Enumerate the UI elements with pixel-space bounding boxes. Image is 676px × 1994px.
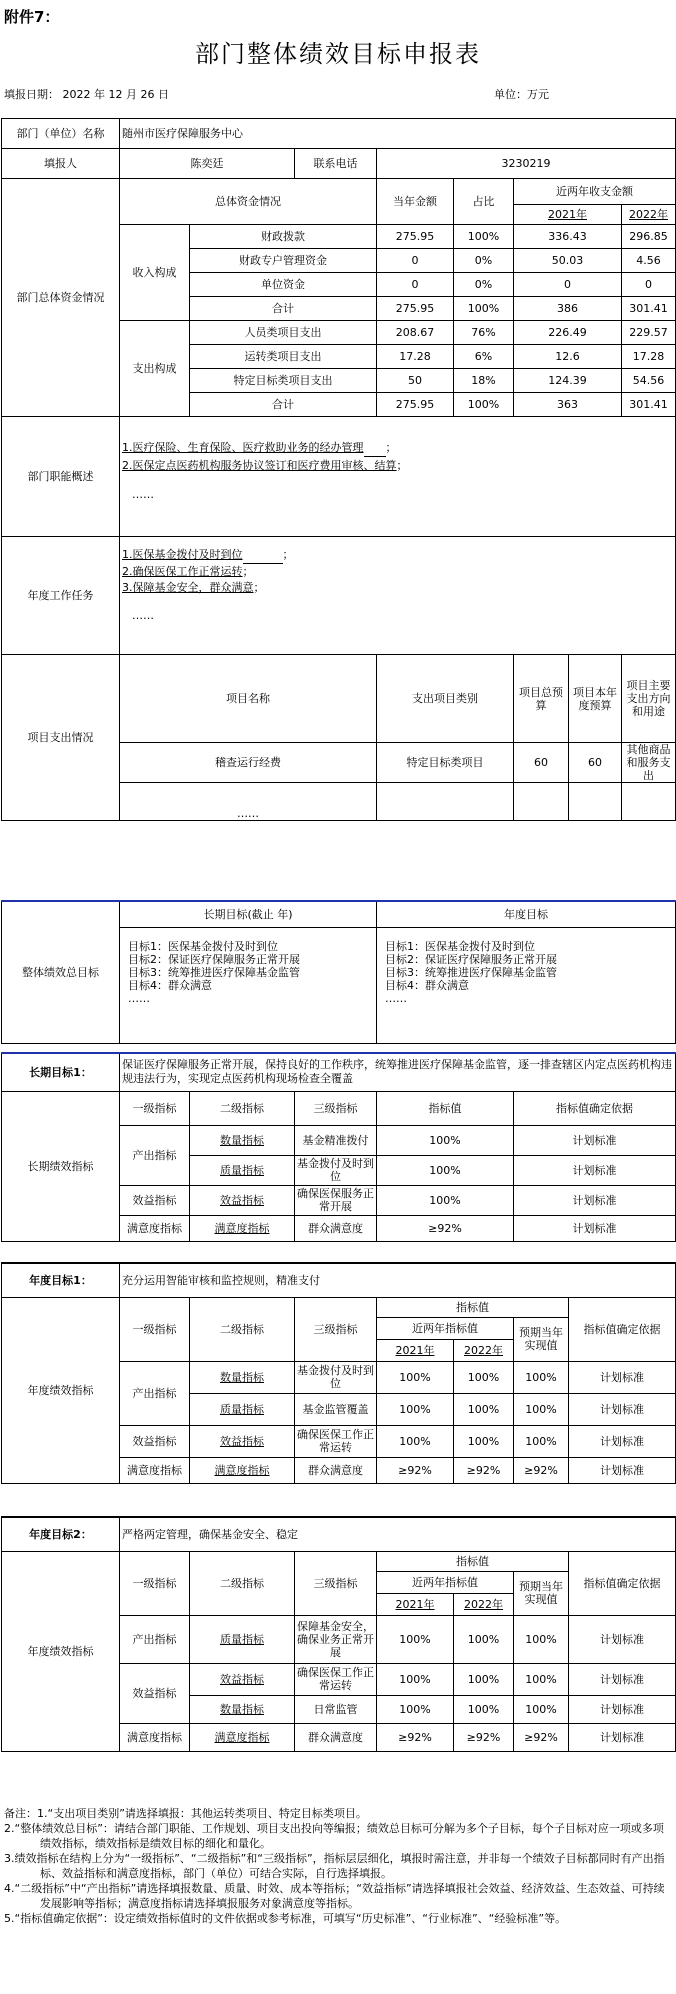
value-a: ≥92% xyxy=(377,1457,454,1483)
level2-value: 质量指标 xyxy=(220,1632,264,1646)
level1-header: 一级指标 xyxy=(120,1551,190,1615)
year-goal-item: 目标2：保证医疗保障服务正常开展 xyxy=(385,952,557,966)
level3-value: 基金拨付及时到位 xyxy=(295,1155,377,1185)
year-goal-item: …… xyxy=(385,991,407,1005)
value-a: 100% xyxy=(377,1695,454,1723)
income-item-ratio: 0% xyxy=(454,273,514,297)
duty-content xyxy=(120,417,676,537)
level2-value: 数量指标 xyxy=(220,1133,264,1147)
income-item-y2: 296.85 xyxy=(622,225,676,249)
income-item-y2: 0 xyxy=(622,273,676,297)
long-goal-list xyxy=(120,927,377,1043)
basis-value: 计划标准 xyxy=(569,1361,676,1393)
task-line-1: 1.医保基金拨付及时到位 xyxy=(122,548,243,561)
note-line: 备注：1.“支出项目类别”请选择填报：其他运转类项目、特定目标类项目。 xyxy=(4,1807,367,1820)
basis-value: 计划标准 xyxy=(569,1723,676,1751)
annual-goal-1-label: 年度目标1： xyxy=(2,1263,120,1297)
value-header: 指标值 xyxy=(377,1091,514,1125)
year-goal-item: 目标3：统筹推进医疗保障基金监管 xyxy=(385,965,557,979)
value-b: 100% xyxy=(454,1393,514,1425)
basis-header: 指标值确定依据 xyxy=(569,1551,676,1615)
task-semicolon: ； xyxy=(242,565,254,578)
level2-value: 满意度指标 xyxy=(214,1730,270,1744)
income-total-y1: 386 xyxy=(514,297,622,321)
level3-value: 确保医保工作正常运转 xyxy=(295,1425,377,1457)
level3-value: 确保医保服务正常开展 xyxy=(295,1185,377,1215)
level3-value: 基金拨付及时到位 xyxy=(295,1361,377,1393)
level3-value: 群众满意度 xyxy=(295,1215,377,1241)
annual-goal-1-table xyxy=(1,1262,676,1484)
expense-item-y1: 124.39 xyxy=(514,369,622,393)
long-goal-1-label: 长期目标1： xyxy=(2,1053,120,1091)
indicator-value: 100% xyxy=(377,1155,514,1185)
level1-header: 一级指标 xyxy=(120,1091,190,1125)
year-a-header: 2021年 xyxy=(395,1597,435,1611)
task-content xyxy=(120,537,676,655)
income-item-y1: 0 xyxy=(514,273,622,297)
annual-goal-2-desc: 严格两定管理，确保基金安全、稳定 xyxy=(120,1517,676,1551)
output-category: 产出指标 xyxy=(120,1125,190,1185)
main-table xyxy=(1,118,676,821)
expense-item-cur: 50 xyxy=(377,369,454,393)
duty-semicolon: ； xyxy=(396,459,408,472)
duty-line-1: 1.医疗保险、生育保险、医疗救助业务的经办管理 xyxy=(122,441,364,454)
basis-value: 计划标准 xyxy=(569,1695,676,1723)
basis-value: 计划标准 xyxy=(569,1457,676,1483)
unit-label: 单位：万元 xyxy=(494,88,549,101)
level2-value: 质量指标 xyxy=(220,1163,264,1177)
income-total-y2: 301.41 xyxy=(622,297,676,321)
level3-header: 三级指标 xyxy=(295,1297,377,1361)
long-goal-1-desc: 保证医疗保障服务正常开展，保持良好的工作秩序，统筹推进医疗保障基金监管，逐一排查辖区内定点医药机构违规违法行为，实现定点医药机构现场检查全覆盖 xyxy=(120,1053,676,1091)
annual-goal-2-table xyxy=(1,1516,676,1752)
overall-goal-label: 整体绩效总目标 xyxy=(2,901,120,1043)
duty-line-2: 2.医保定点医药机构服务协议签订和医疗费用审核、结算 xyxy=(122,459,397,472)
annual-indicator-section: 年度绩效指标 xyxy=(2,1551,120,1751)
phone-label: 联系电话 xyxy=(295,149,377,179)
project-type: 特定目标类项目 xyxy=(377,743,514,783)
year-b-header: 2022年 xyxy=(464,1343,503,1357)
basis-header: 指标值确定依据 xyxy=(514,1091,676,1125)
income-item-cur: 0 xyxy=(377,273,454,297)
value-header: 指标值 xyxy=(377,1551,569,1571)
expected-header: 预期当年实现值 xyxy=(514,1317,569,1361)
income-item-ratio: 0% xyxy=(454,249,514,273)
benefit-category: 效益指标 xyxy=(120,1185,190,1215)
indicator-value: 100% xyxy=(377,1185,514,1215)
recent-header: 近两年指标值 xyxy=(377,1317,514,1339)
long-term-table xyxy=(1,1052,676,1242)
task-line-3: 3.保障基金安全，群众满意 xyxy=(122,581,254,594)
task-ellipsis: …… xyxy=(132,609,154,622)
income-item-ratio: 100% xyxy=(454,225,514,249)
filler-label: 填报人 xyxy=(2,149,120,179)
recent-header: 近两年指标值 xyxy=(377,1571,514,1593)
level1-header: 一级指标 xyxy=(120,1297,190,1361)
notes xyxy=(4,1806,672,1926)
satisfaction-category: 满意度指标 xyxy=(120,1723,190,1751)
level2-header: 二级指标 xyxy=(190,1551,295,1615)
project-use: 其他商品和服务支出 xyxy=(622,743,676,783)
value-expected: 100% xyxy=(514,1663,569,1695)
expense-item-y2: 54.56 xyxy=(622,369,676,393)
expense-item-name: 特定目标类项目支出 xyxy=(190,369,377,393)
phone-value: 3230219 xyxy=(377,149,676,179)
year-goal-item: 目标1：医保基金拨付及时到位 xyxy=(385,939,535,953)
level2-value: 满意度指标 xyxy=(214,1221,270,1235)
income-item-name: 单位资金 xyxy=(190,273,377,297)
task-line-2: 2.确保医保工作正常运转 xyxy=(122,565,243,578)
project-section-label: 项目支出情况 xyxy=(2,655,120,821)
satisfaction-category: 满意度指标 xyxy=(120,1457,190,1483)
expense-label: 支出构成 xyxy=(120,321,190,417)
value-expected: 100% xyxy=(514,1361,569,1393)
level3-header: 三级指标 xyxy=(295,1551,377,1615)
value-expected: 100% xyxy=(514,1393,569,1425)
value-b: 100% xyxy=(454,1361,514,1393)
value-b: 100% xyxy=(454,1695,514,1723)
expense-item-ratio: 18% xyxy=(454,369,514,393)
project-type-header: 支出项目类别 xyxy=(377,655,514,743)
indicator-value: 100% xyxy=(377,1125,514,1155)
income-item-y1: 336.43 xyxy=(514,225,622,249)
benefit-category: 效益指标 xyxy=(120,1425,190,1457)
project-name-header: 项目名称 xyxy=(120,655,377,743)
project-name: 稽查运行经费 xyxy=(120,743,377,783)
duty-semicolon: ； xyxy=(385,441,397,454)
expense-item-name: 运转类项目支出 xyxy=(190,345,377,369)
level2-value: 数量指标 xyxy=(220,1370,264,1384)
value-a: 100% xyxy=(377,1663,454,1695)
year-goal-item: 目标4：群众满意 xyxy=(385,978,469,992)
value-a: ≥92% xyxy=(377,1723,454,1751)
value-expected: 100% xyxy=(514,1695,569,1723)
level3-value: 保障基金安全，确保业务正常开展 xyxy=(295,1615,377,1663)
value-b: 100% xyxy=(454,1425,514,1457)
income-item-name: 财政拨款 xyxy=(190,225,377,249)
funds-recent-header: 近两年收支金额 xyxy=(514,179,676,205)
income-item-name: 财政专户管理资金 xyxy=(190,249,377,273)
level3-value: 群众满意度 xyxy=(295,1723,377,1751)
expense-total-y1: 363 xyxy=(514,393,622,417)
project-total-header: 项目总预算 xyxy=(514,655,569,743)
expense-item-y2: 229.57 xyxy=(622,321,676,345)
project-use-header: 项目主要支出方向和用途 xyxy=(622,655,676,743)
duty-label: 部门职能概述 xyxy=(2,417,120,537)
expense-item-y2: 17.28 xyxy=(622,345,676,369)
value-a: 100% xyxy=(377,1425,454,1457)
year-a-header: 2021年 xyxy=(395,1343,435,1357)
expense-item-cur: 208.67 xyxy=(377,321,454,345)
basis-value: 计划标准 xyxy=(514,1125,676,1155)
note-line: 4.“二级指标”中“产出指标”请选择填报数量、质量、时效、成本等指标；“效益指标”请选择填报社会效益、经济效益、生态效益、可持续发展影响等指标；满意度指标请选择填报服务对象满意度等指标。 xyxy=(4,1882,665,1910)
output-category: 产出指标 xyxy=(120,1615,190,1663)
income-item-cur: 0 xyxy=(377,249,454,273)
funds-ratio-header: 占比 xyxy=(454,179,514,225)
benefit-category: 效益指标 xyxy=(120,1663,190,1723)
value-b: 100% xyxy=(454,1615,514,1663)
level2-value: 效益指标 xyxy=(220,1672,264,1686)
value-expected: ≥92% xyxy=(514,1457,569,1483)
expense-item-y1: 12.6 xyxy=(514,345,622,369)
level3-header: 三级指标 xyxy=(295,1091,377,1125)
dept-name-label: 部门（单位）名称 xyxy=(2,119,120,149)
income-item-y2: 4.56 xyxy=(622,249,676,273)
duty-ellipsis: …… xyxy=(132,488,154,501)
basis-value: 计划标准 xyxy=(569,1663,676,1695)
expense-item-y1: 226.49 xyxy=(514,321,622,345)
value-expected: 100% xyxy=(514,1425,569,1457)
funds-year2-header: 2022年 xyxy=(629,208,668,221)
note-line: 5.“指标值确定依据”：设定绩效指标值时的文件依据或参考标准，可填写“历史标准”、“行业标准”、“经验标准”等。 xyxy=(4,1912,567,1925)
task-label: 年度工作任务 xyxy=(2,537,120,655)
level2-value: 满意度指标 xyxy=(214,1463,270,1477)
long-indicator-section: 长期绩效指标 xyxy=(2,1091,120,1241)
long-goal-item: …… xyxy=(128,991,150,1005)
income-total-ratio: 100% xyxy=(454,297,514,321)
long-goal-item: 目标1：医保基金拨付及时到位 xyxy=(128,939,278,953)
project-total: 60 xyxy=(514,743,569,783)
level2-value: 数量指标 xyxy=(220,1702,264,1716)
income-item-cur: 275.95 xyxy=(377,225,454,249)
expense-total-ratio: 100% xyxy=(454,393,514,417)
level2-value: 效益指标 xyxy=(220,1193,264,1207)
level2-header: 二级指标 xyxy=(190,1091,295,1125)
value-a: 100% xyxy=(377,1393,454,1425)
basis-value: 计划标准 xyxy=(569,1425,676,1457)
income-total-name: 合计 xyxy=(190,297,377,321)
expected-header: 预期当年实现值 xyxy=(514,1571,569,1615)
level3-value: 基金监管覆盖 xyxy=(295,1393,377,1425)
value-expected: ≥92% xyxy=(514,1723,569,1751)
expense-total-name: 合计 xyxy=(190,393,377,417)
filler-name: 陈奕廷 xyxy=(120,149,295,179)
level2-value: 质量指标 xyxy=(220,1402,264,1416)
project-year-budget: 60 xyxy=(569,743,622,783)
income-item-y1: 50.03 xyxy=(514,249,622,273)
expense-total-cur: 275.95 xyxy=(377,393,454,417)
value-a: 100% xyxy=(377,1615,454,1663)
page-title: 部门整体绩效目标申报表 xyxy=(195,40,481,68)
funds-total-header: 总体资金情况 xyxy=(120,179,377,225)
expense-item-cur: 17.28 xyxy=(377,345,454,369)
year-goal-list xyxy=(377,927,676,1043)
long-goal-item: 目标4：群众满意 xyxy=(128,978,212,992)
indicator-value: ≥92% xyxy=(377,1215,514,1241)
basis-header: 指标值确定依据 xyxy=(569,1297,676,1361)
level3-value: 基金精准拨付 xyxy=(295,1125,377,1155)
basis-value: 计划标准 xyxy=(514,1155,676,1185)
year-b-header: 2022年 xyxy=(464,1597,503,1611)
value-header: 指标值 xyxy=(377,1297,569,1317)
value-expected: 100% xyxy=(514,1615,569,1663)
level3-value: 群众满意度 xyxy=(295,1457,377,1483)
value-b: ≥92% xyxy=(454,1457,514,1483)
basis-value: 计划标准 xyxy=(514,1215,676,1241)
attachment-label: 附件7： xyxy=(4,8,60,26)
satisfaction-category: 满意度指标 xyxy=(120,1215,190,1241)
level3-value: 日常监管 xyxy=(295,1695,377,1723)
annual-goal-2-label: 年度目标2： xyxy=(2,1517,120,1551)
goal-table xyxy=(1,900,676,1044)
basis-value: 计划标准 xyxy=(514,1185,676,1215)
expense-total-y2: 301.41 xyxy=(622,393,676,417)
dept-name-value: 随州市医疗保障服务中心 xyxy=(120,119,676,149)
funds-year1-header: 2021年 xyxy=(548,208,587,221)
long-goal-item: 目标2：保证医疗保障服务正常开展 xyxy=(128,952,300,966)
task-semicolon: ； xyxy=(253,581,265,594)
year-goal-header: 年度目标 xyxy=(377,901,676,927)
expense-item-name: 人员类项目支出 xyxy=(190,321,377,345)
funds-current-header: 当年金额 xyxy=(377,179,454,225)
annual-goal-1-desc: 充分运用智能审核和监控规则，精准支付 xyxy=(120,1263,676,1297)
value-a: 100% xyxy=(377,1361,454,1393)
income-label: 收入构成 xyxy=(120,225,190,321)
level3-value: 确保医保工作正常运转 xyxy=(295,1663,377,1695)
level2-value: 效益指标 xyxy=(220,1434,264,1448)
note-line: 3.绩效指标在结构上分为“一级指标”、“二级指标”和“三级指标”，指标层层细化，填报时需注意，并非每一个绩效子目标都同时有产出指标、效益指标和满意度指标，部门（单位）可结合实际，自行选择填报。 xyxy=(4,1852,665,1880)
fill-info-row xyxy=(4,86,672,102)
basis-value: 计划标准 xyxy=(569,1393,676,1425)
income-total-cur: 275.95 xyxy=(377,297,454,321)
level2-header: 二级指标 xyxy=(190,1297,295,1361)
note-line: 2.“整体绩效总目标”：请结合部门职能、工作规划、项目支出投向等编报；绩效总目标可分解为多个子目标，每个子目标对应一项或多项绩效指标，绩效指标是绩效目标的细化和量化。 xyxy=(4,1822,664,1850)
long-goal-item: 目标3：统筹推进医疗保障基金监管 xyxy=(128,965,300,979)
basis-value: 计划标准 xyxy=(569,1615,676,1663)
expense-item-ratio: 6% xyxy=(454,345,514,369)
value-b: ≥92% xyxy=(454,1723,514,1751)
long-goal-header: 长期目标(截止 年) xyxy=(120,901,377,927)
annual-indicator-section: 年度绩效指标 xyxy=(2,1297,120,1483)
expense-item-ratio: 76% xyxy=(454,321,514,345)
fill-date: 填报日期： 2022 年 12 月 26 日 xyxy=(4,88,169,101)
project-ellipsis: …… xyxy=(120,783,377,821)
funds-section-label: 部门总体资金情况 xyxy=(2,179,120,417)
project-year-header: 项目本年度预算 xyxy=(569,655,622,743)
output-category: 产出指标 xyxy=(120,1361,190,1425)
value-b: 100% xyxy=(454,1663,514,1695)
task-semicolon: ； xyxy=(282,548,294,561)
